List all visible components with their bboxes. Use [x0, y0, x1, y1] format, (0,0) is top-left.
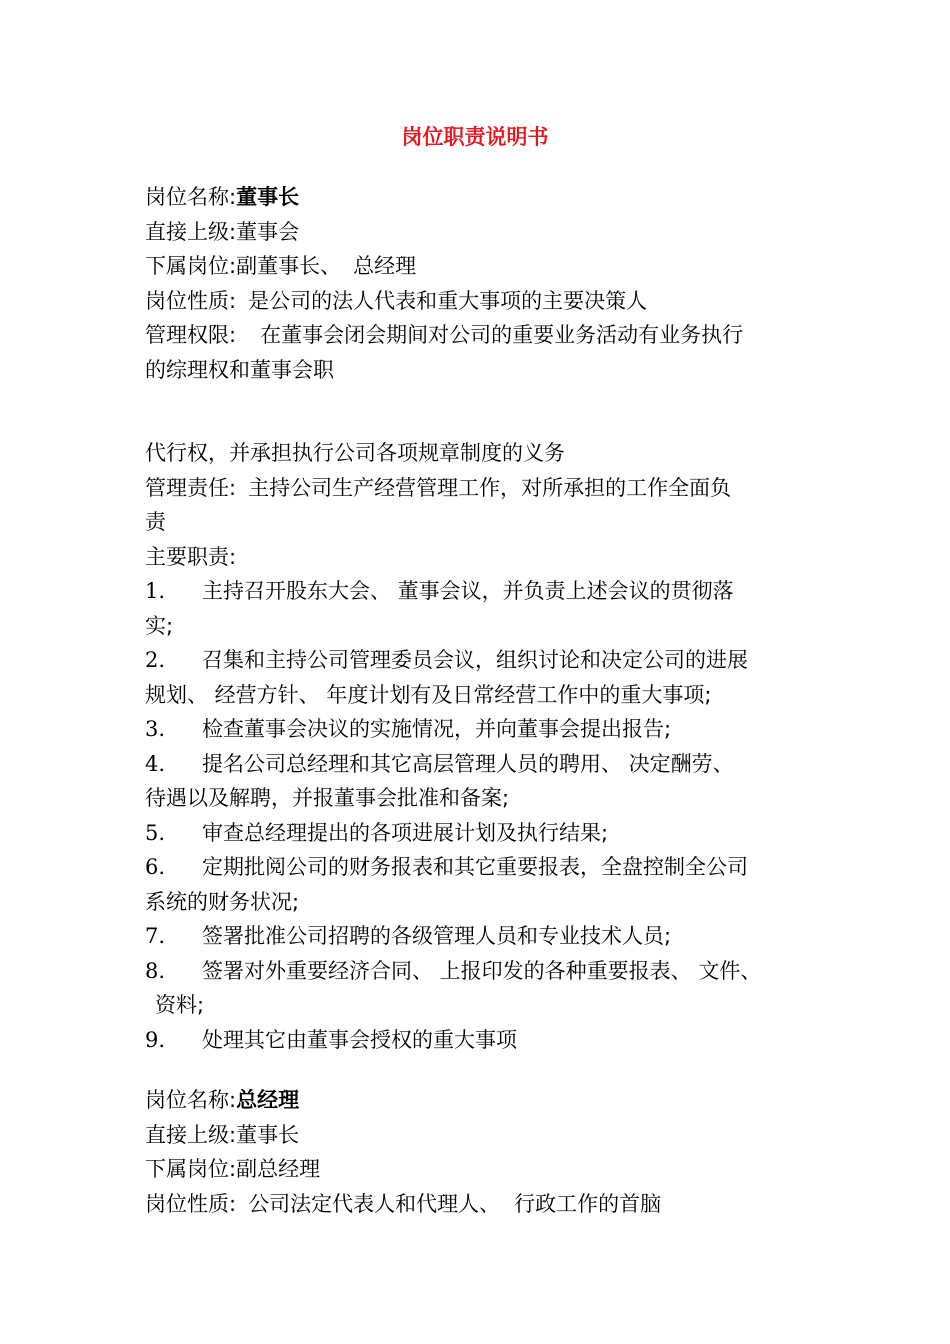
duty-item-4: [145, 747, 835, 782]
subordinate-row: [145, 249, 835, 284]
duty-text-cont: 待遇以及解聘，并报董事会批准和备案;: [145, 786, 510, 810]
chairman-section: [145, 180, 835, 387]
duty-text: 签署批准公司招聘的各级管理人员和专业技术人员;: [202, 924, 672, 948]
responsibility-line-1: 主持公司生产经营管理工作，对所承担的工作全面负: [248, 475, 732, 500]
duty-text: 签署对外重要经济合同、 上报印发的各种重要报表、 文件、: [202, 958, 762, 983]
authority-row-cont: [145, 353, 835, 388]
duty-item-1-cont: [145, 609, 835, 644]
duty-text-cont: 规划、 经营方针、 年度计划有及日常经营工作中的重大事项;: [145, 682, 712, 707]
direct-superior-value: 董事会: [236, 219, 300, 244]
general-manager-section: [145, 1083, 835, 1221]
duty-text: 审查总经理提出的各项进展计划及执行结果;: [202, 820, 609, 845]
duty-number: 8.: [145, 958, 166, 983]
gm-direct-superior-label: 直接上级:: [145, 1122, 237, 1147]
duty-item-4-cont: [145, 781, 835, 816]
duty-item-2-cont: [145, 678, 835, 713]
gm-position-name-row: [145, 1083, 835, 1118]
position-name-row: [145, 180, 835, 215]
main-duties-heading: [145, 540, 835, 575]
gm-position-nature-value-2: 行政工作的首脑: [514, 1191, 662, 1216]
duty-item-5: [145, 816, 835, 851]
gm-position-nature-row: [145, 1187, 835, 1222]
duty-item-2: [145, 643, 835, 678]
duty-text-cont: 实;: [145, 613, 174, 638]
gm-subordinate-value: 副总经理: [236, 1157, 321, 1181]
authority-label: 管理权限:: [145, 323, 237, 347]
duty-number: 2.: [145, 648, 166, 672]
duty-text-cont: 系统的财务状况;: [145, 889, 300, 914]
gm-direct-superior-row: [145, 1118, 835, 1153]
duty-text: 定期批阅公司的财务报表和其它重要报表，全盘控制全公司: [202, 855, 748, 879]
position-nature-label: 岗位性质:: [145, 288, 237, 313]
duty-text-cont: 资料;: [155, 993, 205, 1017]
subordinate-value-2: 总经理: [353, 254, 417, 278]
responsibility-row: [145, 471, 835, 506]
duty-number: 1.: [145, 579, 166, 603]
position-name-value: 董事长: [236, 185, 300, 209]
duty-item-8-cont: [145, 988, 835, 1023]
duty-item-6-cont: [145, 885, 835, 920]
position-nature-value: 是公司的法人代表和重大事项的主要决策人: [248, 288, 648, 313]
duty-text: 处理其它由董事会授权的重大事项: [202, 1027, 517, 1052]
subordinate-value-1: 副董事长、: [236, 254, 342, 278]
duty-item-3: [145, 712, 835, 747]
duty-number: 4.: [145, 751, 166, 776]
duty-text: 召集和主持公司管理委员会议，组织讨论和决定公司的进展: [202, 648, 748, 672]
duty-number: 7.: [145, 924, 166, 948]
duty-number: 9.: [145, 1027, 166, 1052]
chairman-duties-section: [145, 436, 835, 1057]
direct-superior-row: [145, 215, 835, 250]
gm-position-nature-value-1: 公司法定代表人和代理人、: [248, 1191, 501, 1216]
main-duties-label: 主要职责:: [145, 544, 237, 569]
responsibility-row-cont: [145, 505, 835, 540]
gm-direct-superior-value: 董事长: [236, 1122, 300, 1147]
duty-item-1: [145, 574, 835, 609]
gm-subordinate-row: [145, 1152, 835, 1187]
duty-item-9: [145, 1023, 835, 1058]
responsibility-line-2: 责: [145, 510, 166, 534]
authority-line-2: 的综理权和董事会职: [145, 357, 334, 382]
subordinate-label: 下属岗位:: [145, 254, 237, 278]
duty-number: 5.: [145, 820, 166, 845]
duty-item-7: [145, 919, 835, 954]
document-title: 岗位职责说明书: [401, 125, 549, 149]
duty-number: 6.: [145, 855, 166, 879]
gm-subordinate-label: 下属岗位:: [145, 1157, 237, 1181]
direct-superior-label: 直接上级:: [145, 219, 237, 244]
duty-item-8: [145, 954, 835, 989]
authority-line-1: 在董事会闭会期间对公司的重要业务活动有业务执行: [260, 323, 744, 347]
position-nature-row: [145, 284, 835, 319]
authority-row: [145, 318, 835, 353]
duty-number: 3.: [145, 717, 166, 741]
position-name-label: 岗位名称:: [145, 185, 237, 209]
gm-position-name-label: 岗位名称:: [145, 1088, 237, 1112]
duty-text: 检查董事会决议的实施情况，并向董事会提出报告;: [202, 717, 672, 741]
duty-item-6: [145, 850, 835, 885]
authority-line-3-row: [145, 436, 835, 471]
gm-position-nature-label: 岗位性质:: [145, 1191, 237, 1216]
duty-text: 提名公司总经理和其它高层管理人员的聘用、 决定酬劳、: [202, 751, 734, 776]
duty-text: 主持召开股东大会、 董事会议，并负责上述会议的贯彻落: [202, 579, 734, 603]
responsibility-label: 管理责任:: [145, 475, 237, 500]
authority-line-3: 代行权，并承担执行公司各项规章制度的义务: [145, 441, 565, 465]
gm-position-name-value: 总经理: [236, 1088, 300, 1112]
